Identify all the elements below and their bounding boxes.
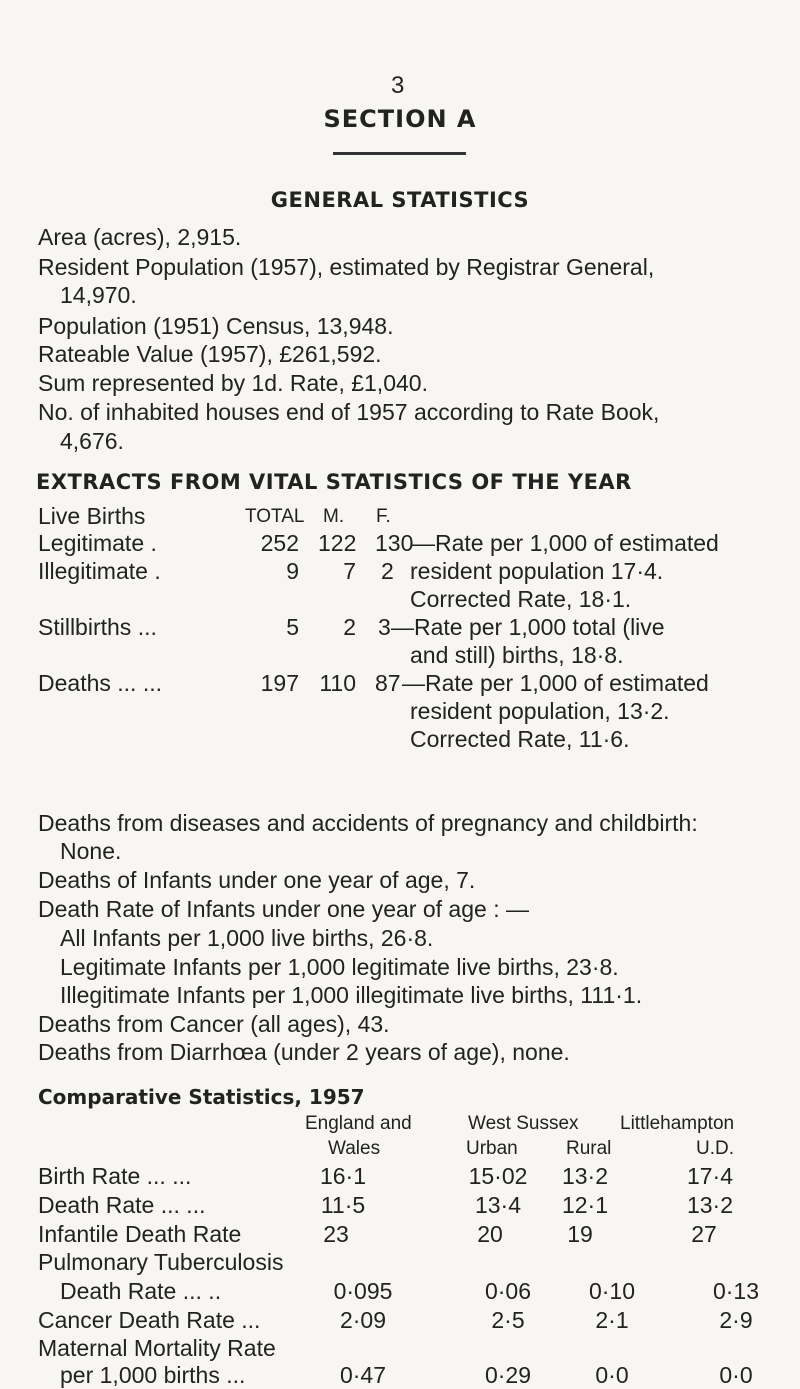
vital-row-note: Corrected Rate, 18·1. [410,586,632,612]
vital-row-note: —Rate per 1,000 of estimated [412,530,719,556]
vital-row-m: 7 [343,558,356,584]
header-ws-rural: Rural [566,1138,612,1159]
header-england-wales-2: Wales [328,1138,381,1159]
vital-header-label: Live Births [38,503,146,529]
page-number: 3 [391,72,405,99]
vital-row-total: 252 [260,530,299,556]
maternal-deaths-line: Deaths from diseases and accidents of pregnancy and childbirth: [38,810,698,836]
vital-row-note: resident population, 13·2. [410,698,670,724]
resident-population-line: Resident Population (1957), estimated by Registrar General, [38,254,655,280]
vital-row-note: —Rate per 1,000 total (live [391,614,665,640]
comparative-value-urban: 15·02 [468,1163,528,1189]
comparative-value-england: 23 [323,1221,349,1247]
vital-header-total: TOTAL [245,506,305,527]
comparative-value-rural: 19 [567,1221,593,1247]
header-ws-urban: Urban [466,1138,518,1159]
comparative-value-rural: 13·2 [561,1163,609,1189]
inhabited-houses-line: No. of inhabited houses end of 1957 according to Rate Book, [38,399,660,425]
comparative-row-label: Birth Rate ... ... [38,1163,192,1189]
comparative-value-urban: 0·06 [484,1278,532,1304]
cancer-deaths-line: Deaths from Cancer (all ages), 43. [38,1011,390,1037]
header-littlehampton: Littlehampton [620,1113,735,1134]
comparative-row-label: Death Rate ... .. [60,1278,222,1304]
comparative-row-label: Infantile Death Rate [38,1221,242,1247]
vital-row-f: 2 [381,558,394,584]
comparative-value-england: 16·1 [319,1163,367,1189]
vital-header-f: F. [376,506,391,527]
vital-row-m: 2 [343,614,356,640]
comparative-value-littlehampton: 0·13 [712,1278,760,1304]
rateable-value-line: Rateable Value (1957), £261,592. [38,341,382,367]
comparative-value-urban: 0·29 [484,1362,532,1388]
comparative-value-england: 0·095 [333,1278,393,1304]
vital-row-label: Legitimate . [38,530,157,556]
comparative-value-urban: 13·4 [474,1192,522,1218]
comparative-row-label: per 1,000 births ... [60,1362,246,1388]
vital-row-total: 9 [286,558,299,584]
header-west-sussex: West Sussex [468,1113,579,1134]
vital-row-note: resident population 17·4. [410,558,664,584]
comparative-value-england: 2·09 [339,1307,387,1333]
comparative-value-littlehampton: 17·4 [686,1163,734,1189]
legitimate-infants-line: Legitimate Infants per 1,000 legitimate live births, 23·8. [60,954,619,980]
section-title: SECTION A [323,105,477,133]
comparative-value-rural: 12·1 [561,1192,609,1218]
vital-row-label: Deaths ... ... [38,670,162,696]
vital-row-note: Corrected Rate, 11·6. [410,726,630,752]
comparative-value-littlehampton: 13·2 [686,1192,734,1218]
comparative-row-label: Pulmonary Tuberculosis [38,1249,284,1275]
vital-row-note: and still) births, 18·8. [410,642,624,668]
comparative-value-rural: 0·0 [595,1362,629,1388]
comparative-value-rural: 0·10 [588,1278,636,1304]
header-littlehampton-ud: U.D. [696,1138,734,1159]
infant-rate-line: Death Rate of Infants under one year of age : — [38,896,529,922]
header-england-wales: England and [305,1113,412,1134]
general-statistics-heading: GENERAL STATISTICS [270,188,530,212]
comparative-value-rural: 2·1 [595,1307,629,1333]
area-line: Area (acres), 2,915. [38,224,242,250]
comparative-value-littlehampton: 2·9 [719,1307,753,1333]
illegitimate-infants-line: Illegitimate Infants per 1,000 illegitimate live births, 111·1. [60,982,643,1008]
comparative-value-england: 11·5 [320,1192,366,1218]
vital-row-note: —Rate per 1,000 of estimated [402,670,709,696]
vital-row-total: 5 [286,614,299,640]
vital-row-label: Illegitimate . [38,558,161,584]
maternal-deaths-value: None. [60,838,122,864]
comparative-statistics-title: Comparative Statistics, 1957 [38,1085,365,1109]
vital-header-m: M. [323,506,345,527]
resident-population-value: 14,970. [60,282,137,308]
comparative-value-urban: 2·5 [491,1307,525,1333]
vital-row-total: 197 [260,670,299,696]
vital-row-f: 87 [375,670,401,696]
comparative-value-littlehampton: 0·0 [719,1362,753,1388]
vital-statistics-heading: EXTRACTS FROM VITAL STATISTICS OF THE YEAR [36,470,632,494]
sum-represented-line: Sum represented by 1d. Rate, £1,040. [38,370,428,396]
population-census-line: Population (1951) Census, 13,948. [38,313,394,339]
vital-row-label: Stillbirths ... [38,614,157,640]
comparative-row-label: Maternal Mortality Rate [38,1335,276,1361]
inhabited-houses-value: 4,676. [60,428,124,454]
comparative-row-label: Death Rate ... ... [38,1192,206,1218]
vital-row-m: 110 [319,670,356,696]
vital-row-f: 130 [375,530,414,556]
comparative-value-littlehampton: 27 [691,1221,717,1247]
infant-deaths-line: Deaths of Infants under one year of age, 7. [38,867,476,893]
comparative-value-england: 0·47 [339,1362,387,1388]
vital-row-m: 122 [318,530,357,556]
section-underline [333,152,466,155]
comparative-value-urban: 20 [477,1221,503,1247]
vital-row-f: 3 [378,614,391,640]
comparative-row-label: Cancer Death Rate ... [38,1307,261,1333]
all-infants-line: All Infants per 1,000 live births, 26·8. [60,925,434,951]
diarrhoea-deaths-line: Deaths from Diarrhœa (under 2 years of age), none. [38,1039,570,1065]
